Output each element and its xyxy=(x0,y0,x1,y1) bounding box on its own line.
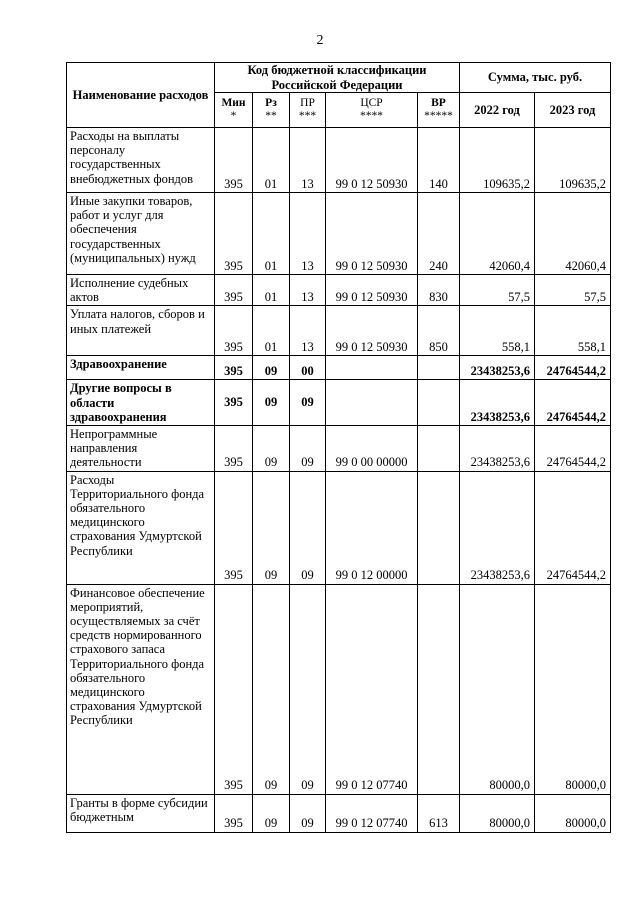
page-number: 2 xyxy=(316,33,324,48)
header-pr-label: ПР xyxy=(300,97,315,109)
row-name: Здравоохранение xyxy=(67,356,215,380)
row-vr xyxy=(418,426,460,472)
row-2023: 24764544,2 xyxy=(535,426,611,472)
row-2023: 24764544,2 xyxy=(535,356,611,380)
header-vr xyxy=(418,93,460,128)
table-row xyxy=(67,471,611,584)
header-min xyxy=(215,93,253,128)
row-2023: 24764544,2 xyxy=(535,380,611,426)
row-2023: 80000,0 xyxy=(535,794,611,832)
table-row xyxy=(67,275,611,306)
row-csr xyxy=(326,380,418,426)
row-rz: 09 xyxy=(253,794,290,832)
table-row xyxy=(67,356,611,380)
header-vr-label: ВР xyxy=(431,97,446,109)
row-vr xyxy=(418,380,460,426)
row-pr: 09 xyxy=(290,794,326,832)
row-rz: 01 xyxy=(253,193,290,275)
table-row xyxy=(67,426,611,472)
header-csr-label: ЦСР xyxy=(360,97,383,109)
row-2022: 558,1 xyxy=(460,306,535,356)
row-vr: 830 xyxy=(418,275,460,306)
row-2022: 80000,0 xyxy=(460,794,535,832)
row-pr: 13 xyxy=(290,275,326,306)
row-2023: 558,1 xyxy=(535,306,611,356)
row-min: 395 xyxy=(215,794,253,832)
row-min: 395 xyxy=(215,275,253,306)
row-csr: 99 0 12 07740 xyxy=(326,584,418,794)
row-2023: 109635,2 xyxy=(535,128,611,193)
row-pr: 00 xyxy=(290,356,326,380)
header-rz-mark: ** xyxy=(265,110,277,122)
row-2022: 23438253,6 xyxy=(460,471,535,584)
row-2022: 23438253,6 xyxy=(460,356,535,380)
row-csr: 99 0 12 50930 xyxy=(326,306,418,356)
row-min: 395 xyxy=(215,306,253,356)
row-min: 395 xyxy=(215,584,253,794)
row-2022: 42060,4 xyxy=(460,193,535,275)
row-csr: 99 0 12 50930 xyxy=(326,128,418,193)
row-pr: 09 xyxy=(290,584,326,794)
table-row xyxy=(67,193,611,275)
row-rz: 09 xyxy=(253,584,290,794)
header-name: Наименование расходов xyxy=(67,63,215,128)
row-csr: 99 0 12 00000 xyxy=(326,471,418,584)
row-pr: 09 xyxy=(290,380,326,426)
row-vr: 613 xyxy=(418,794,460,832)
header-rz-label: Рз xyxy=(265,97,277,109)
row-2023: 80000,0 xyxy=(535,584,611,794)
row-name: Расходы на выплаты персоналу государственных внебюджетных фондов xyxy=(67,128,215,193)
row-name: Непрограммные направления деятельности xyxy=(67,426,215,472)
row-min: 395 xyxy=(215,471,253,584)
header-min-mark: * xyxy=(230,110,237,122)
row-csr: 99 0 12 07740 xyxy=(326,794,418,832)
table-row xyxy=(67,794,611,832)
row-2022: 57,5 xyxy=(460,275,535,306)
row-2022: 109635,2 xyxy=(460,128,535,193)
header-pr-mark: *** xyxy=(298,110,317,122)
row-name: Исполнение судебных актов xyxy=(67,275,215,306)
row-rz: 09 xyxy=(253,356,290,380)
row-name: Другие вопросы в области здравоохранения xyxy=(67,380,215,426)
row-min: 395 xyxy=(215,426,253,472)
table-row xyxy=(67,380,611,426)
row-name: Гранты в форме субсидии бюджетным xyxy=(67,794,215,832)
header-sum-group: Сумма, тыс. руб. xyxy=(460,63,611,93)
row-pr: 13 xyxy=(290,128,326,193)
row-vr xyxy=(418,356,460,380)
row-vr: 140 xyxy=(418,128,460,193)
row-name: Расходы Территориального фонда обязательного медицинского страхования Удмуртской Республики xyxy=(67,471,215,584)
row-2022: 23438253,6 xyxy=(460,426,535,472)
row-2023: 24764544,2 xyxy=(535,471,611,584)
row-2023: 57,5 xyxy=(535,275,611,306)
row-min: 395 xyxy=(215,193,253,275)
row-rz: 09 xyxy=(253,380,290,426)
row-vr: 240 xyxy=(418,193,460,275)
table-row xyxy=(67,584,611,794)
row-2022: 80000,0 xyxy=(460,584,535,794)
header-2023: 2023 год xyxy=(535,93,611,128)
row-min: 395 xyxy=(215,128,253,193)
header-rz xyxy=(253,93,290,128)
row-pr: 09 xyxy=(290,471,326,584)
header-code-group: Код бюджетной классификации Российской Федерации xyxy=(215,63,460,93)
row-csr xyxy=(326,356,418,380)
row-min: 395 xyxy=(215,380,253,426)
row-name: Финансовое обеспечение мероприятий, осуществляемых за счёт средств нормированного страхового запаса Территориального фонда обязательного медицинского страхования Удмуртской Республики xyxy=(67,584,215,794)
row-rz: 01 xyxy=(253,275,290,306)
row-name: Иные закупки товаров, работ и услуг для обеспечения государственных (муниципальных) нужд xyxy=(67,193,215,275)
row-2023: 42060,4 xyxy=(535,193,611,275)
row-csr: 99 0 12 50930 xyxy=(326,275,418,306)
table-row xyxy=(67,306,611,356)
row-pr: 09 xyxy=(290,426,326,472)
row-rz: 01 xyxy=(253,306,290,356)
row-rz: 01 xyxy=(253,128,290,193)
row-pr: 13 xyxy=(290,193,326,275)
row-vr xyxy=(418,584,460,794)
row-name: Уплата налогов, сборов и иных платежей xyxy=(67,306,215,356)
row-2022: 23438253,6 xyxy=(460,380,535,426)
header-pr xyxy=(290,93,326,128)
row-vr xyxy=(418,471,460,584)
row-pr: 13 xyxy=(290,306,326,356)
row-vr: 850 xyxy=(418,306,460,356)
table-row xyxy=(67,128,611,193)
row-rz: 09 xyxy=(253,426,290,472)
header-csr-mark: **** xyxy=(360,110,383,122)
row-csr: 99 0 12 50930 xyxy=(326,193,418,275)
header-vr-mark: ***** xyxy=(424,110,453,122)
row-csr: 99 0 00 00000 xyxy=(326,426,418,472)
budget-table xyxy=(66,62,611,833)
header-csr xyxy=(326,93,418,128)
row-min: 395 xyxy=(215,356,253,380)
header-2022: 2022 год xyxy=(460,93,535,128)
row-rz: 09 xyxy=(253,471,290,584)
header-min-label: Мин xyxy=(221,97,246,109)
